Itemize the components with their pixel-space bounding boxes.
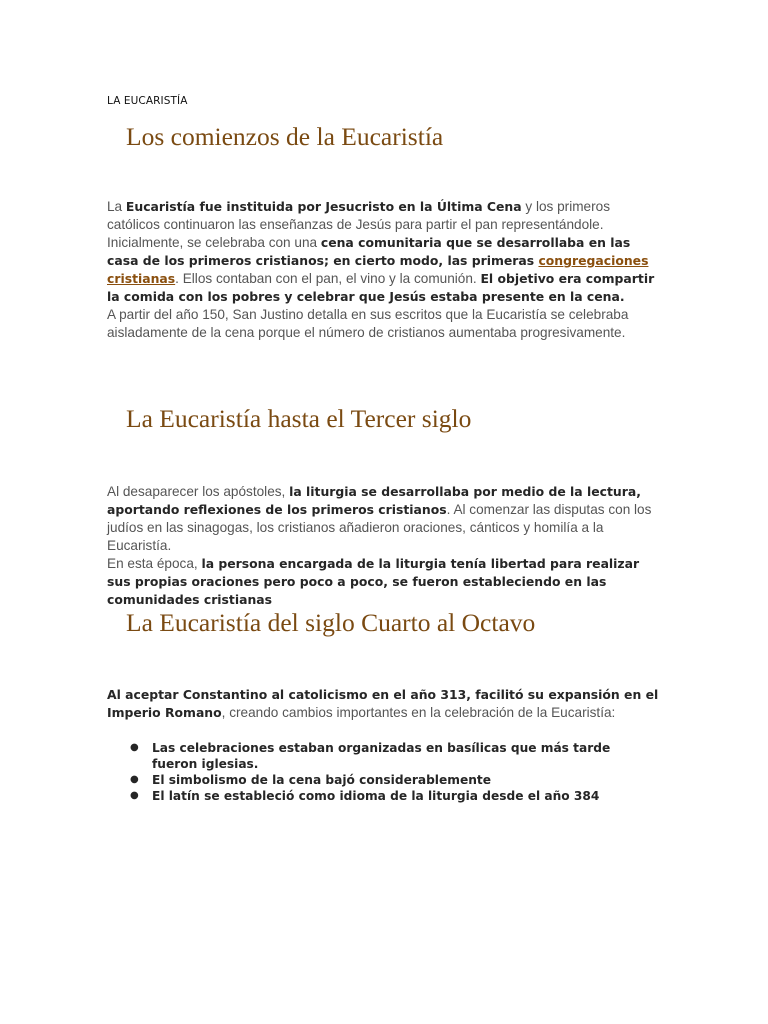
- bold-run: El objetivo era compartir la comida con los pobres y celebrar que Jesús estaba presente en la cena.: [107, 271, 655, 304]
- link-congregaciones-cristianas[interactable]: congregaciones cristianas: [107, 253, 649, 286]
- paragraph-san-justino: A partir del año 150, San Justino detalla en sus escritos que la Eucaristía se celebraba aisladamente de la cena porque el número de cristianos aumentaba progresivamente.: [107, 307, 629, 340]
- heading-tercer-siglo: La Eucaristía hasta el Tercer siglo: [126, 404, 472, 433]
- heading-cuarto-octavo: La Eucaristía del siglo Cuarto al Octavo: [126, 608, 536, 637]
- document-label: LA EUCARISTÍA: [107, 95, 188, 107]
- list-item: [127, 740, 647, 772]
- paragraph-constantino: [107, 686, 663, 722]
- text-run: , creando cambios importantes en la celebración de la Eucaristía:: [221, 705, 616, 720]
- list-item: [127, 772, 647, 788]
- list-item-text: Las celebraciones estaban organizadas en basílicas que más tarde fueron iglesias.: [152, 741, 611, 771]
- list-item-text: El simbolismo de la cena bajó considerablemente: [152, 773, 491, 787]
- list-item-text: El latín se estableció como idioma de la liturgia desde el año 384: [152, 789, 600, 803]
- bold-run: la liturgia se desarrollaba por medio de la lectura, aportando reflexiones de los primeros cristianos: [107, 484, 641, 517]
- bold-run: la persona encargada de la liturgia tenía libertad para realizar sus propias oraciones pero poco a poco, se fueron estableciendo en las comunidades cristianas: [107, 556, 640, 607]
- bold-run: Al aceptar Constantino al catolicismo en el año 313, facilitó su expansión en el Imperio Romano: [107, 687, 659, 720]
- text-run: Al desaparecer los apóstoles,: [107, 484, 290, 499]
- text-run: . Ellos contaban con el pan, el vino y la comunión.: [175, 271, 481, 286]
- paragraph-apostoles: [107, 483, 663, 609]
- bullet-icon: ●: [130, 774, 139, 785]
- text-run: La: [107, 199, 126, 214]
- bullet-list: [127, 740, 647, 804]
- bold-run: cena comunitaria que se desarrollaba en las casa de los primeros cristianos; en cierto modo, las primeras: [107, 235, 631, 268]
- text-run: En esta época,: [107, 556, 202, 571]
- heading-comienzos: Los comienzos de la Eucaristía: [126, 122, 444, 151]
- list-item: [127, 788, 647, 804]
- bullet-icon: ●: [130, 790, 139, 801]
- bullet-icon: ●: [130, 742, 139, 753]
- text-run: y los primeros católicos continuaron las enseñanzas de Jesús para partir el pan representándole. Inicialmente, se celebraba con una: [107, 199, 610, 250]
- bold-run: Eucaristía fue instituida por Jesucristo en la Última Cena: [125, 199, 522, 214]
- paragraph-institucion: [107, 198, 663, 342]
- text-run: . Al comenzar las disputas con los judíos en las sinagogas, los cristianos añadieron oraciones, cánticos y homilía a la Eucaristía.: [107, 502, 652, 553]
